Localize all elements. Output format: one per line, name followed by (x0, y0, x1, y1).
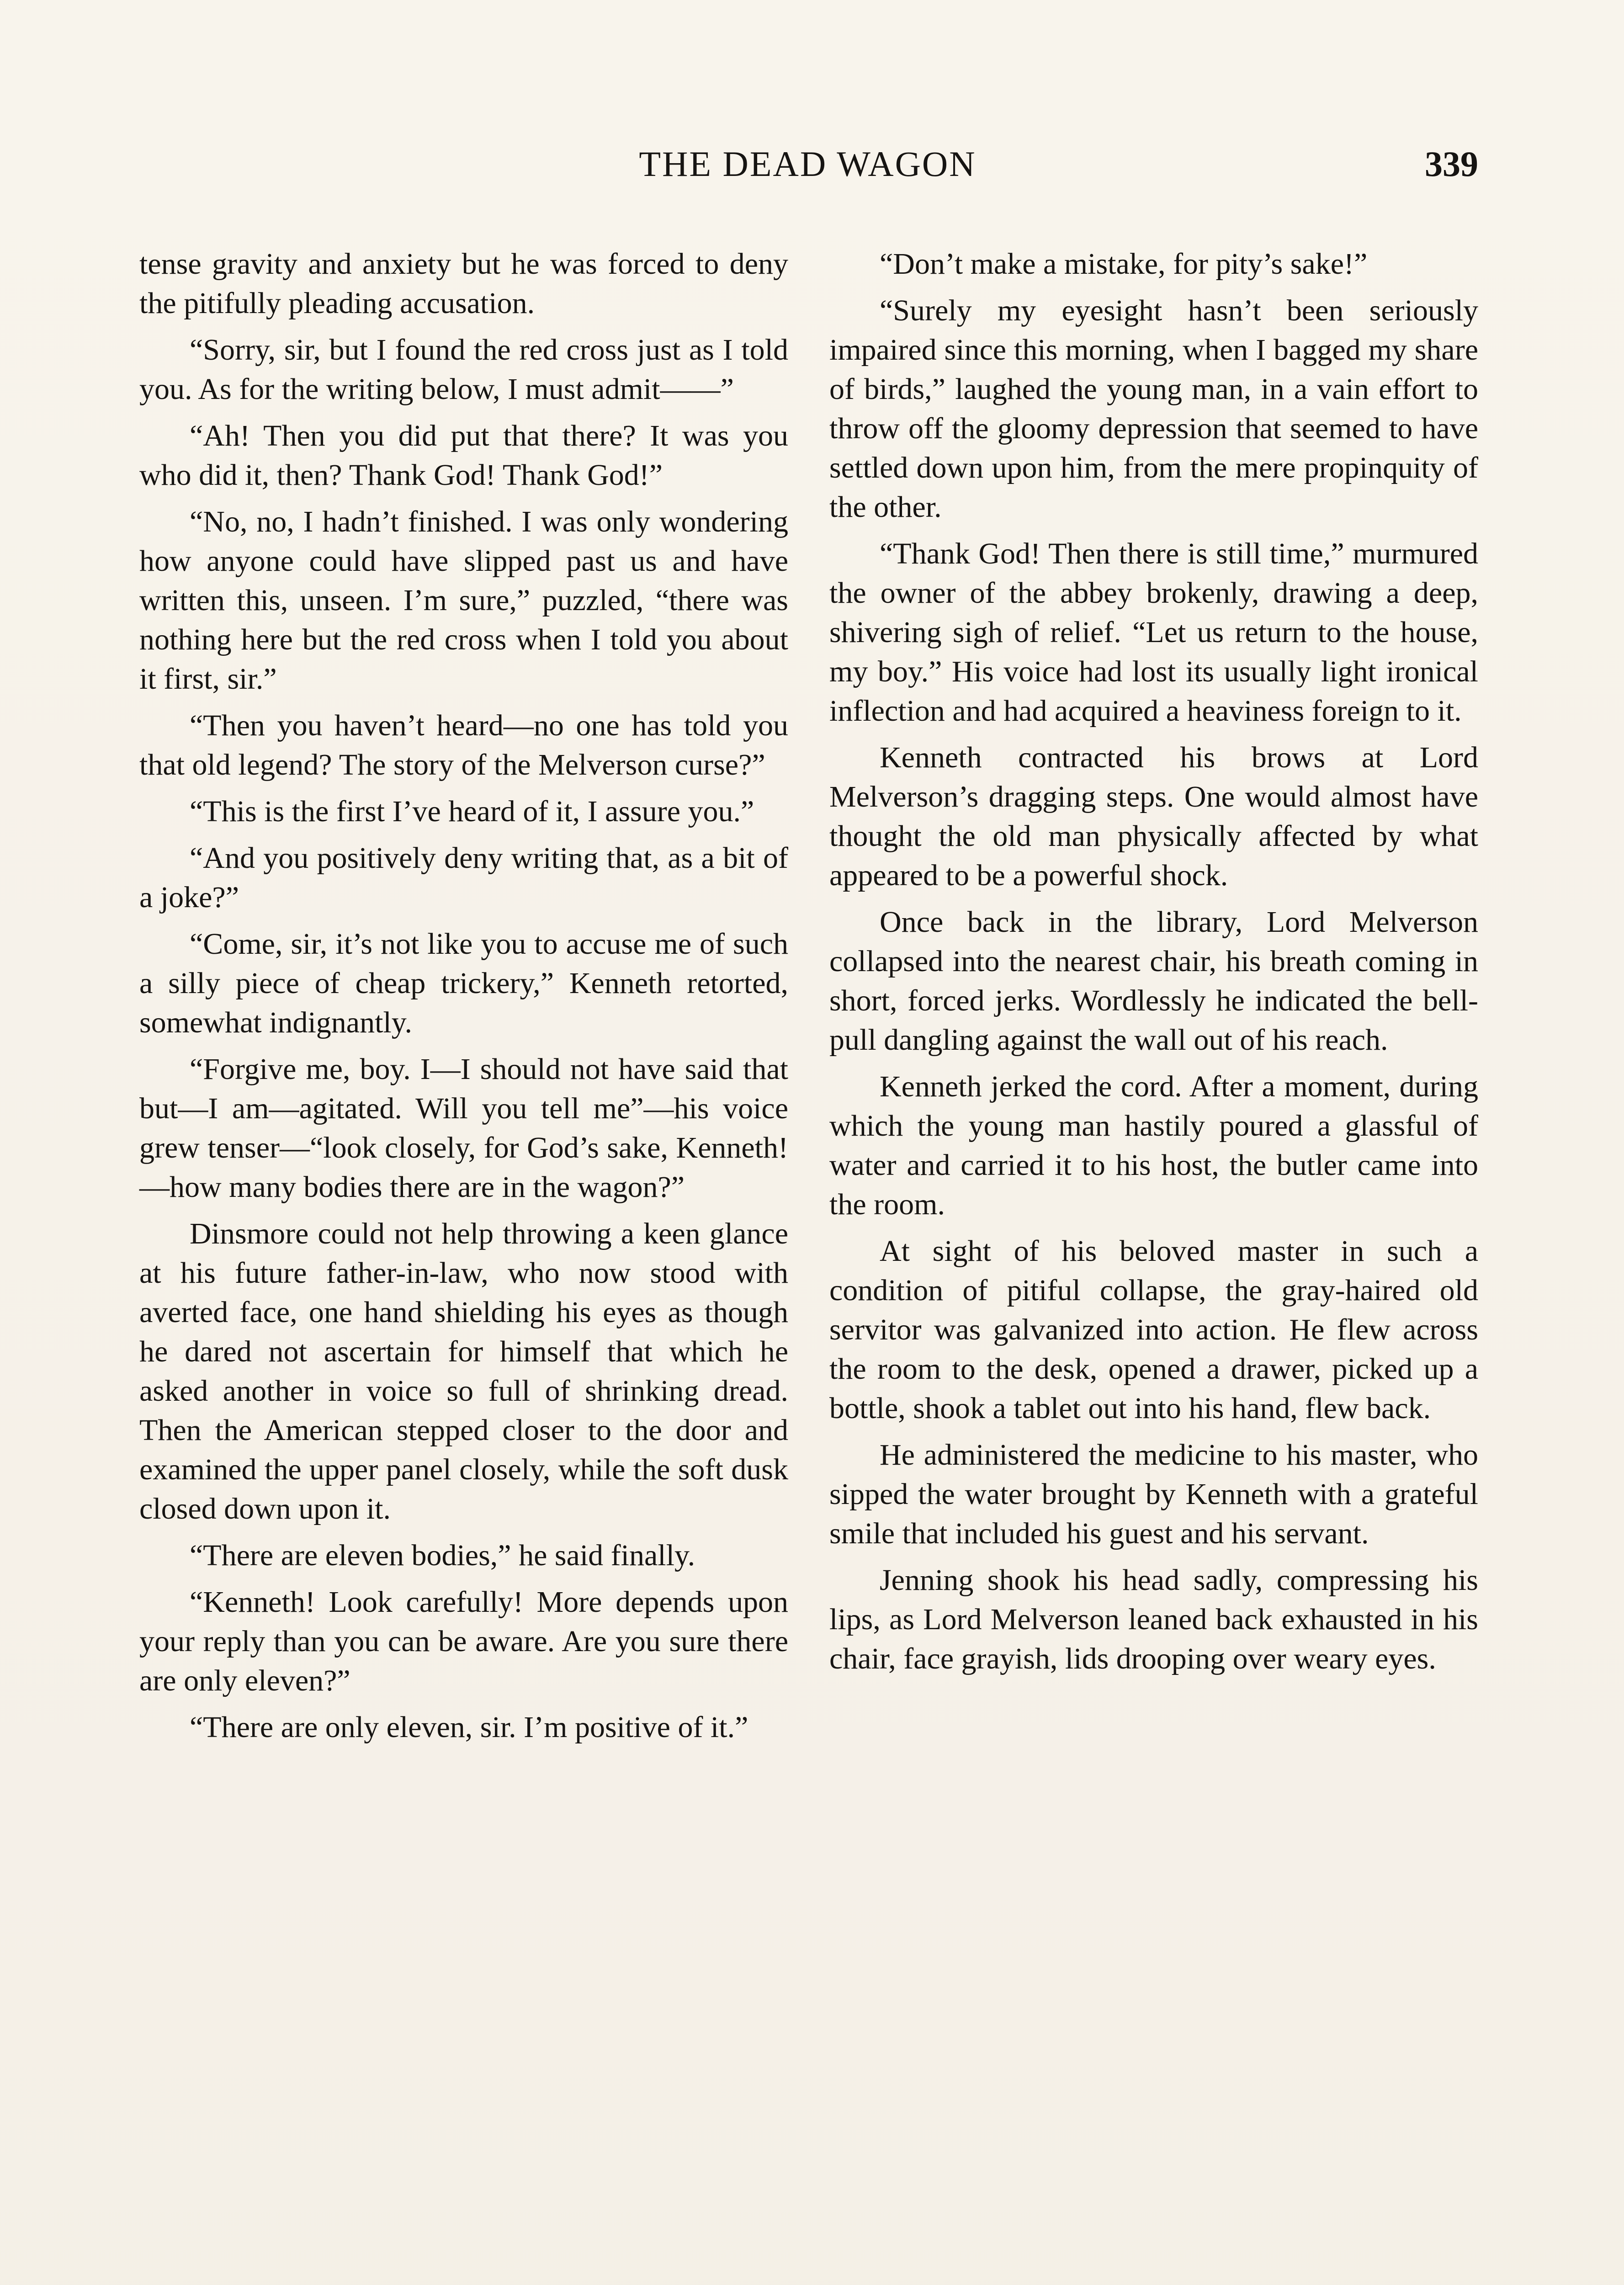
paragraph: “Sorry, sir, but I found the red cross just as I told you. As for the writing below, I must admit——” (139, 333, 788, 406)
paragraph: “Kenneth! Look carefully! More depends upon your reply than you can be aware. Are you sure there are only eleven?” (139, 1585, 788, 1697)
paragraph: “Surely my eyesight hasn’t been seriously impaired since this morning, when I bagged my share of birds,” laughed the young man, in a vain effort to throw off the gloomy depression that seemed to have settled down upon him, from the mere propinquity of the other. (829, 294, 1478, 524)
paragraph: Dinsmore could not help throwing a keen glance at his future father-in-law, who now stood with averted face, one hand shielding his eyes as though he dared not ascertain for himself that which he asked another in voice so full of shrinking dread. Then the American stepped closer to the door and examined the upper panel closely, while the soft dusk closed down upon it. (139, 1217, 788, 1525)
paragraph: He administered the medicine to his master, who sipped the water brought by Kenneth with a grateful smile that included his guest and his servant. (829, 1438, 1478, 1550)
paragraph: “Don’t make a mistake, for pity’s sake!” (880, 247, 1368, 281)
paragraph: At sight of his beloved master in such a condition of pitiful collapse, the gray-haired old servitor was galvanized into action. He flew across the room to the desk, opened a drawer, picked up a bottle, shook a tablet out into his hand, flew back. (829, 1234, 1478, 1425)
paragraph: “Ah! Then you did put that there? It was you who did it, then? Thank God! Thank God!” (139, 419, 788, 492)
paragraph: “Then you haven’t heard—no one has told you that old legend? The story of the Melverson curse?” (139, 709, 788, 781)
paragraph: Jenning shook his head sadly, compressing his lips, as Lord Melverson leaned back exhausted in his chair, face grayish, lids drooping over weary eyes. (829, 1563, 1478, 1675)
paragraph: “Come, sir, it’s not like you to accuse me of such a silly piece of cheap trickery,” Kenneth retorted, somewhat indignantly. (139, 927, 788, 1039)
paragraph: Once back in the library, Lord Melverson collapsed into the nearest chair, his breath coming in short, forced jerks. Wordlessly he indicated the bell-pull dangling against the wall out of his reach. (829, 905, 1478, 1057)
paragraph: “There are eleven bodies,” he said finally. (190, 1539, 695, 1572)
page-header (137, 146, 1478, 201)
paragraph: Kenneth contracted his brows at Lord Melverson’s dragging steps. One would almost have thought the old man physically affected by what appeared to be a powerful shock. (829, 741, 1478, 892)
running-title: THE DEAD WAGON (639, 144, 977, 184)
paragraph: “And you positively deny writing that, as a bit of a joke?” (139, 841, 788, 914)
paragraph: tense gravity and anxiety but he was forced to deny the pitifully pleading accusation. (139, 247, 788, 320)
paragraph: “No, no, I hadn’t finished. I was only wondering how anyone could have slipped past us and have written this, unseen. I’m sure,” puzzled, “there was nothing here but the red cross when I told you about it first, sir.” (139, 505, 788, 696)
paragraph: “Forgive me, boy. I—I should not have said that but—I am—agitated. Will you tell me”—his voice grew tenser—“look closely, for God’s sake, Kenneth!—how many bodies there are in the wagon?” (139, 1052, 788, 1204)
paragraph: “There are only eleven, sir. I’m positive of it.” (190, 1711, 748, 1744)
paragraph: Kenneth jerked the cord. After a moment, during which the young man hastily poured a glassful of water and carried it to his host, the butler came into the room. (829, 1070, 1478, 1221)
paragraph: “Thank God! Then there is still time,” murmured the owner of the abbey brokenly, drawing a deep, shivering sigh of relief. “Let us return to the house, my boy.” His voice had lost its usually light ironical inflection and had acquired a heaviness foreign to it. (829, 537, 1478, 728)
left-column (139, 244, 788, 1754)
paragraph: “This is the first I’ve heard of it, I assure you.” (190, 795, 754, 828)
right-column (829, 244, 1478, 1686)
page-number: 339 (1425, 144, 1478, 184)
